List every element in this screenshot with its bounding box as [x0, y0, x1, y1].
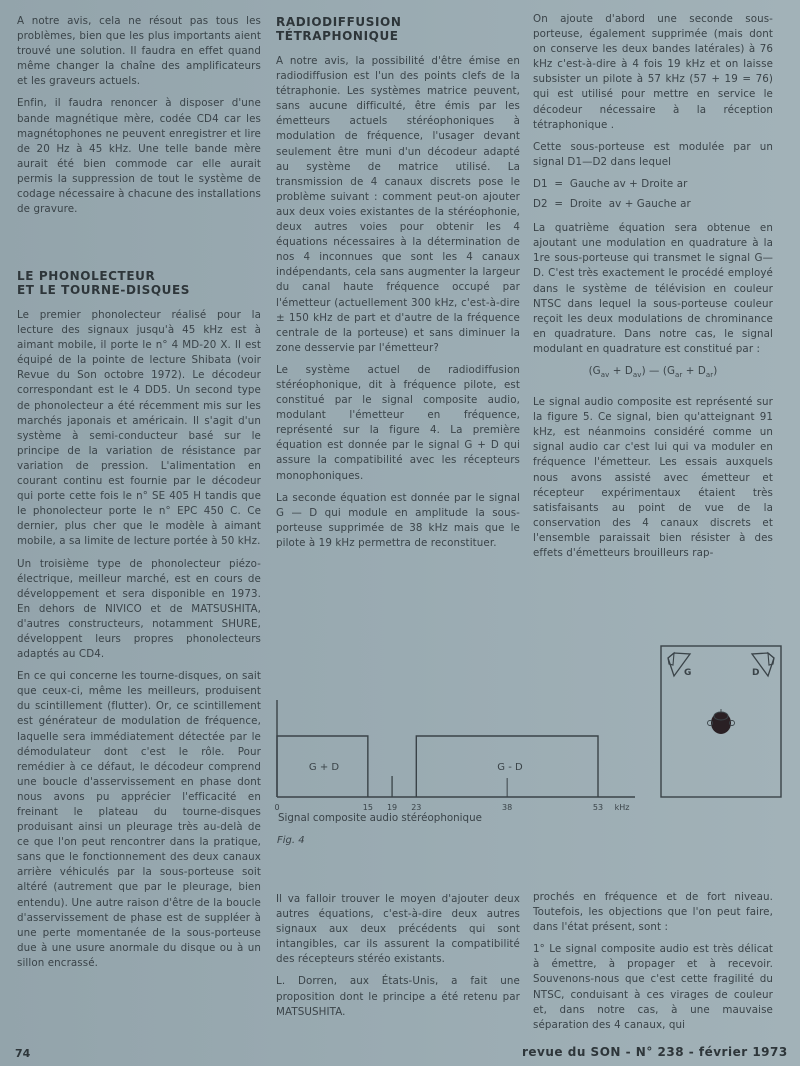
paragraph: 1° Le signal composite audio est très délicat à émettre, à propager et à recevoir. Souvenons-nous que c'est cette fragilité du NTSC, conduisant à ces virages de couleur et, dans notre cas, à une mauvaise séparation des 4 canaux, qui [533, 943, 773, 1031]
publication-info: revue du SON - N° 238 - février 1973 [522, 1045, 788, 1059]
section-heading [276, 16, 520, 43]
paragraph: Le signal audio composite est représenté sur la figure 5. Ce signal, bien qu'atteignant 91 kHz, est néanmoins considéré comme un signal audio car c'est lui qui va moduler en fréquence l'émetteur. Les essais auxquels nous avons assisté avec émetteur et récepteur expérimentaux étaient très satisfaisants au point de vue de la conservation des 4 canaux discrets et l'ensemble paraissait bien résister à des effets d'émetteurs brouilleurs rap- [533, 396, 773, 560]
figure-4-spectrum [270, 690, 650, 812]
band-label-left: G + D [308, 762, 340, 773]
tick-label: 19 [386, 803, 398, 812]
equation-d2: D2 = Droite av + Gauche ar [533, 198, 691, 211]
left-column [17, 14, 261, 224]
middle-column [276, 16, 520, 558]
heading-line: TÉTRAPHONIQUE [276, 28, 399, 43]
band-label-right: G - D [497, 762, 523, 773]
paragraph: L. Dorren, aux États-Unis, a fait une proposition dont le principe a été retenu par MATSUSHITA. [276, 975, 520, 1018]
paragraph: On ajoute d'abord une seconde sous-porteuse, également supprimée (mais dont on conserve les deux bandes latérales) à 76 kHz c'est-à-dire à 4 fois 19 kHz et on laisse subsister un pilote à 57 kHz (57 + 19 = 76) qui est utilisé pour mettre en service le décodeur nécessaire à la réception tétraphonique . [533, 13, 773, 131]
paragraph: La seconde équation est donnée par le signal G — D qui module en amplitude la sous-porteuse supprimée de 38 kHz mais que le pilote à 19 kHz permettra de reconstituer. [276, 491, 520, 549]
paragraph: A notre avis, la possibilité d'être émise en radiodiffusion est l'un des points clefs de la tétraphonie. Les systèmes matrice peuvent, sans aucune difficulté, être émis par les émetteurs actuels stéréophoniques à modulation de fréquence, l'usager devant seulement être muni d'un décodeur adapté au système de matrice utilisé. La transmission de 4 canaux discrets pose le problème suivant : comment peut-on ajouter aux deux voies existantes de la stéréophonie, deux autres voies pour obtenir les 4 équations nécessaires à la détermination de nos 4 inconnues que sont les 4 canaux indépendants, cela sans augmenter la largeur du canal haute fréquence occupé par l'émetteur (actuellement 300 kHz, c'est-à-dire ± 150 kHz de part et d'autre de la fréquence centrale de la porteuse) et sans diminuer la zone desservie par l'émetteur? [276, 55, 520, 354]
tick-label: 0 [274, 803, 280, 812]
page-number: 74 [15, 1047, 31, 1060]
right-column [533, 12, 773, 568]
paragraph: En ce qui concerne les tourne-disques, on sait que ceux-ci, même les meilleurs, produisent du scintillement (flutter). Or, ce scintillement est générateur de modulation de fréquence, laquelle sera immédiatement détectée par le démodulateur dont c'est le rôle. Pour remédier à ce défaut, le décodeur comprend une boucle d'asservissement en phase dont nous avons pu apprécier l'efficacité en freinant le plateau du tourne-disques produisant ainsi un pleurage très au-delà de ce que l'on peut rencontrer dans la pratique, sans que le fonctionnement des deux canaux arrière véhiculés par la sous-porteuse soit altéré (autrement que par le pleurage, bien entendu). Une autre raison d'être de la boucle d'asservissement de phase est de suppléer à une perte momentanée de la sous-porteuse due à une usure anormale du disque ou à un sillon encrassé. [17, 670, 261, 969]
paragraph: Il va falloir trouver le moyen d'ajouter deux autres équations, c'est-à-dire deux autres signaux aux deux précédents qui sont intangibles, car ils assurent la compatibilité des récepteurs stéréo existants. [276, 893, 520, 966]
paragraph: Un troisième type de phonolecteur piézo-électrique, meilleur marché, est en cours de développement et sera disponible en 1973. En dehors de NIVICO et de MATSUSHITA, d'autres constructeurs, notamment SHURE, développent leurs propres phonolecteurs adaptés au CD4. [17, 557, 261, 661]
axis-unit: kHz [614, 803, 630, 812]
tick-label: 38 [502, 803, 513, 812]
listener-head-icon [708, 709, 735, 734]
paragraph: prochés en fréquence et de fort niveau. Toutefois, les objections que l'on peut faire, dans l'état présent, sont : [533, 891, 773, 934]
speaker-left-label: G [684, 668, 692, 678]
figure-caption: Signal composite audio stéréophonique [278, 812, 482, 824]
equation-text: $(G_{av} + D_{av})$ — $(G_{ar} + D_{ar})$ [588, 364, 718, 380]
equation-quadrature [533, 364, 773, 383]
figure-label: Fig. 4 [277, 835, 305, 846]
heading-line: RADIODIFFUSION [276, 15, 402, 29]
middle-column-bottom [276, 892, 520, 1027]
paragraph: Le premier phonolecteur réalisé pour la lecture des signaux jusqu'à 45 kHz est à aimant mobile, il porte le n° 4 MD-20 X. Il est équipé de la pointe de lecture Shibata (voir Revue du Son octobre 1972). Le décodeur correspondant est le 4 DD5. Un second type de phonolecteur a été récemment mis sur les marchés japonais et américain. Il s'agit d'un système à semi-conducteur basé sur le principe de la variation de résistance par variation de pression. L'alimentation en courant continu est fournie par le décodeur qui porte cette fois le n° SE 405 H tandis que le phonolecteur porte le n° EPC 450 C. Ce dernier, plus cher que le modèle à aimant mobile, a sa limite de lecture portée à 50 kHz. [17, 309, 261, 548]
paragraph: La quatrième équation sera obtenue en ajoutant une modulation en quadrature à la 1re sous-porteuse qui transmet le signal G—D. C'est très exactement le procédé employé dans le système de télévision en couleur NTSC dans lequel la sous-porteuse couleur reçoit les deux modulations de chrominance en quadrature. Dans notre cas, le signal modulant en quadrature est constitué par : [533, 222, 773, 355]
heading-line: LE PHONOLECTEUR [17, 269, 156, 283]
paragraph: Enfin, il faudra renoncer à disposer d'une bande magnétique mère, codée CD4 car les magnétophones ne peuvent enregistrer et lire de 20 Hz à 45 kHz. Une telle bande mère aurait été bien commode car elle aurait permis la suppression de tout le système de codage nécessaire à chacune des installations de gravure. [17, 97, 261, 216]
speaker-right-label: D [752, 668, 760, 678]
left-column-section [17, 270, 261, 978]
paragraph: A notre avis, cela ne résout pas tous les problèmes, bien que les plus importants aient trouvé une solution. Il faudra en effet quand même changer la chaîne des amplificateurs et les graveurs actuels. [17, 15, 261, 88]
paragraph: Cette sous-porteuse est modulée par un signal D1—D2 dans lequel [533, 140, 773, 168]
heading-line: ET LE TOURNE-DISQUES [17, 282, 191, 297]
paragraph: Le système actuel de radiodiffusion stéréophonique, dit à fréquence pilote, est constitué par le signal composite audio, modulant l'émetteur en fréquence, représenté sur la figure 4. La première équation est donnée par le signal G + D qui assure la compatibilité avec les récepteurs monophoniques. [276, 363, 520, 482]
tick-label: 15 [362, 803, 373, 812]
room-diagram [660, 645, 784, 800]
tick-label: 53 [592, 803, 604, 812]
tick-label: 23 [411, 803, 422, 812]
right-column-bottom [533, 890, 773, 1040]
equation-d1: D1 = Gauche av + Droite ar [533, 177, 688, 190]
section-heading [17, 270, 261, 297]
